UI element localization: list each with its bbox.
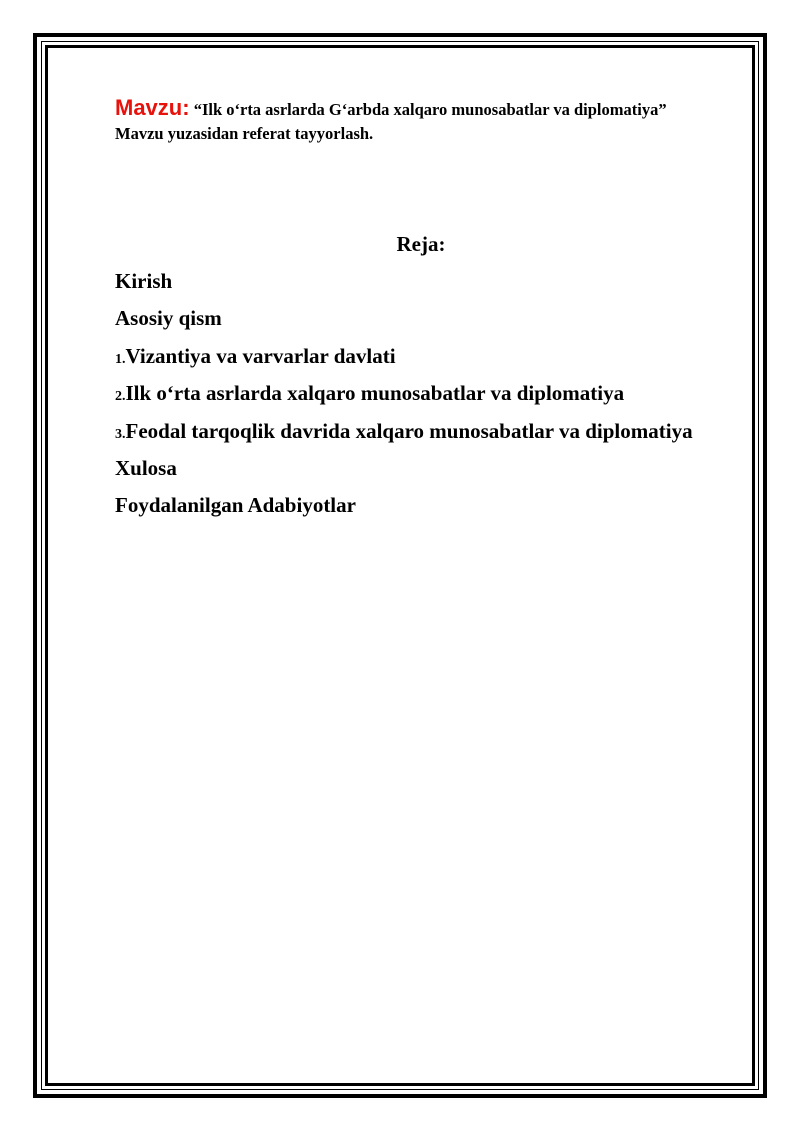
topic-line [115, 94, 755, 123]
plan-item-references [115, 490, 693, 527]
plan-item-number: 2. [115, 389, 126, 405]
topic-subtitle: Mavzu yuzasidan referat tayyorlash. [115, 124, 374, 143]
plan-item-number: 1. [115, 351, 126, 367]
plan-item-3 [115, 416, 693, 453]
plan-item-1 [115, 341, 693, 378]
plan-item-text: Kirish [115, 269, 173, 293]
plan-heading: Reja: [396, 232, 446, 256]
plan-list [115, 266, 693, 528]
topic-label: Mavzu: [115, 95, 190, 120]
plan-item-text: Ilk o‘rta asrlarda xalqaro munosabatlar va diplomatiya [125, 381, 625, 406]
plan-item-2 [115, 378, 693, 415]
topic-title: “Ilk o‘rta asrlarda G‘arbda xalqaro munosabatlar va diplomatiya” [193, 100, 667, 119]
plan-item-text: Asosiy qism [115, 306, 222, 331]
plan-item-conclusion [115, 453, 693, 490]
plan-item-introduction [115, 266, 693, 303]
plan-item-text: Foydalanilgan Adabiyotlar [115, 493, 356, 518]
plan-item-main-part [115, 303, 693, 340]
plan-item-text: Vizantiya va varvarlar davlati [125, 343, 396, 368]
plan-item-number: 3. [115, 426, 126, 442]
plan-item-text: Feodal tarqoqlik davrida xalqaro munosabatlar va diplomatiya [125, 418, 693, 443]
plan-item-text: Xulosa [115, 455, 177, 480]
page-border-inner [45, 45, 755, 1086]
